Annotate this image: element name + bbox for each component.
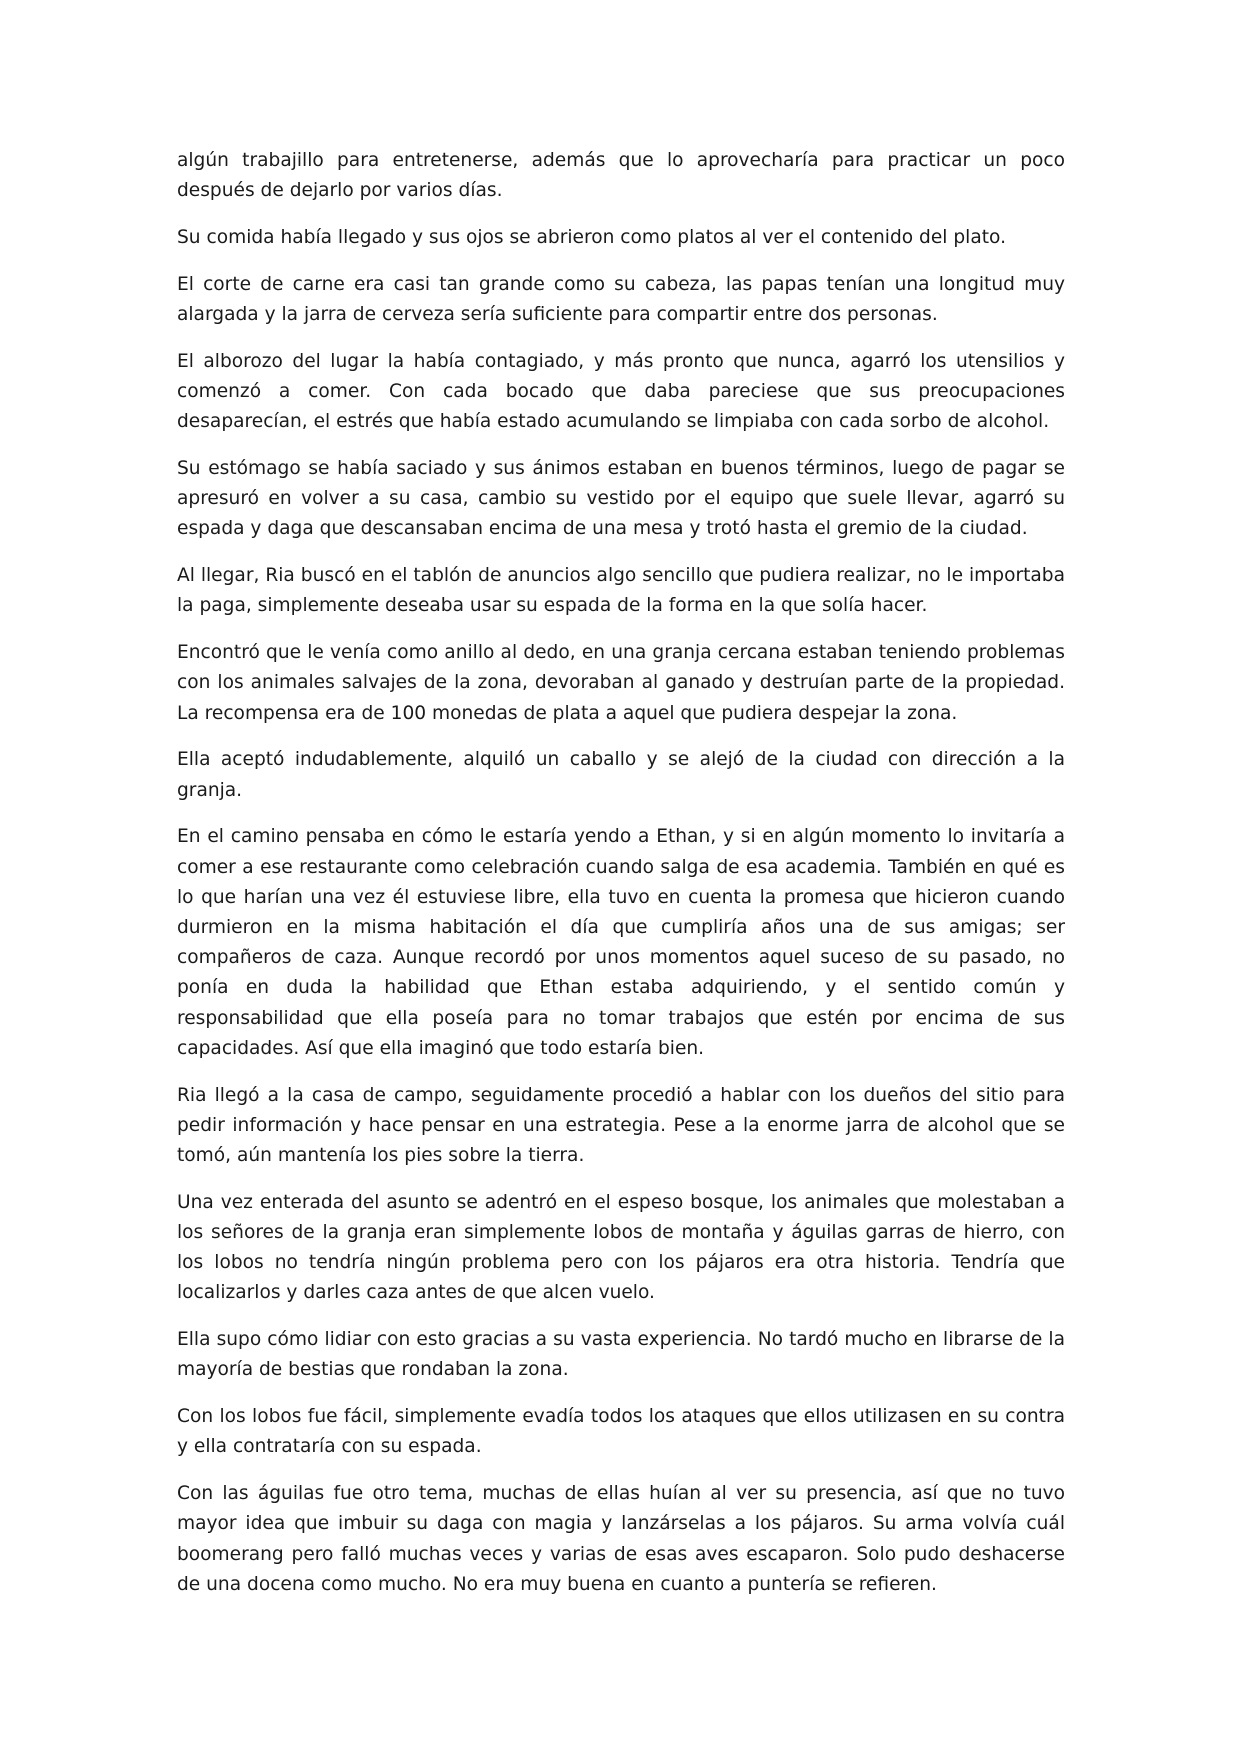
paragraph: El alborozo del lugar la había contagiado, y más pronto que nunca, agarró los utensilios y comenzó a comer. Con cada bocado que daba pareciese que sus preocupaciones desaparecían, el estrés que había estado acumulando se limpiaba con cada sorbo de alcohol. <box>177 350 1065 433</box>
paragraph: Al llegar, Ria buscó en el tablón de anuncios algo sencillo que pudiera realizar, no le importaba la paga, simplemente deseaba usar su espada de la forma en la que solía hacer. <box>177 565 1065 617</box>
paragraph: algún trabajillo para entretenerse, además que lo aprovecharía para practicar un poco después de dejarlo por varios días. <box>177 150 1065 202</box>
paragraph: Ella aceptó indudablemente, alquiló un caballo y se alejó de la ciudad con dirección a la granja. <box>177 749 1065 801</box>
paragraph: Su comida había llegado y sus ojos se abrieron como platos al ver el contenido del plato. <box>177 227 1006 248</box>
document-body <box>177 146 1065 1617</box>
paragraph: El corte de carne era casi tan grande como su cabeza, las papas tenían una longitud muy alargada y la jarra de cerveza sería suficiente para compartir entre dos personas. <box>177 273 1065 325</box>
paragraph: Una vez enterada del asunto se adentró en el espeso bosque, los animales que molestaban a los señores de la granja eran simplemente lobos de montaña y águilas garras de hierro, con los lobos no tendría ningún problema pero con los pájaros era otra historia. Tendría que localizarlos y darles caza antes de que alcen vuelo. <box>177 1191 1065 1304</box>
paragraph: Ella supo cómo lidiar con esto gracias a su vasta experiencia. No tardó mucho en librarse de la mayoría de bestias que rondaban la zona. <box>177 1329 1065 1381</box>
paragraph: En el camino pensaba en cómo le estaría yendo a Ethan, y si en algún momento lo invitaría a comer a ese restaurante como celebración cuando salga de esa academia. También en qué es lo que harían una vez él estuviese libre, ella tuvo en cuenta la promesa que hicieron cuando durmieron en la misma habitación el día que cumpliría años una de sus amigas; ser compañeros de caza. Aunque recordó por unos momentos aquel suceso de su pasado, no ponía en duda la habilidad que Ethan estaba adquiriendo, y el sentido común y responsabilidad que ella poseía para no tomar trabajos que estén por encima de sus capacidades. Así que ella imaginó que todo estaría bien. <box>177 826 1065 1059</box>
paragraph: Su estómago se había saciado y sus ánimos estaban en buenos términos, luego de pagar se apresuró en volver a su casa, cambio su vestido por el equipo que suele llevar, agarró su espada y daga que descansaban encima de una mesa y trotó hasta el gremio de la ciudad. <box>177 458 1065 540</box>
paragraph: Con las águilas fue otro tema, muchas de ellas huían al ver su presencia, así que no tuvo mayor idea que imbuir su daga con magia y lanzárselas a los pájaros. Su arma volvía cuál boomerang pero falló muchas veces y varias de esas aves escaparon. Solo pudo deshacerse de una docena como mucho. No era muy buena en cuanto a puntería se refieren. <box>177 1483 1065 1595</box>
paragraph: Encontró que le venía como anillo al dedo, en una granja cercana estaban teniendo problemas con los animales salvajes de la zona, devoraban al ganado y destruían parte de la propiedad. La recompensa era de 100 monedas de plata a aquel que pudiera despejar la zona. <box>177 642 1065 724</box>
paragraph: Ria llegó a la casa de campo, seguidamente procedió a hablar con los dueños del sitio para pedir información y hace pensar en una estrategia. Pese a la enorme jarra de alcohol que se tomó, aún mantenía los pies sobre la tierra. <box>177 1084 1065 1167</box>
paragraph: Con los lobos fue fácil, simplemente evadía todos los ataques que ellos utilizasen en su contra y ella contrataría con su espada. <box>177 1406 1065 1458</box>
